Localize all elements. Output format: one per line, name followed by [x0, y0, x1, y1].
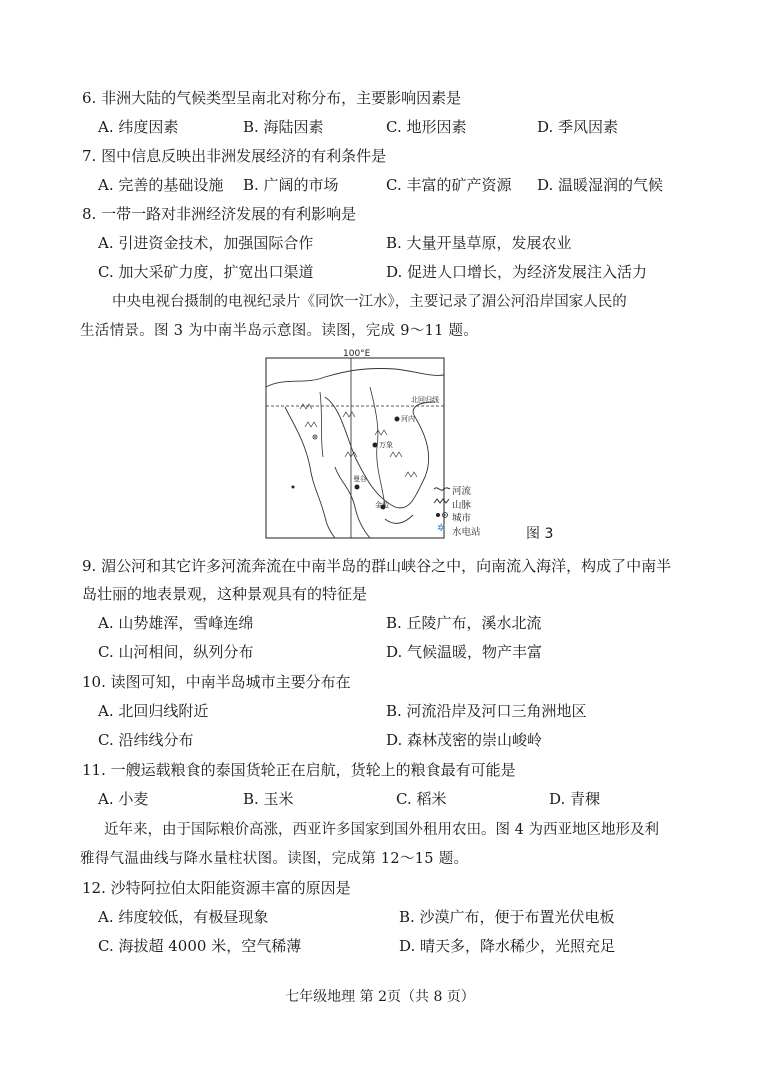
question-11-stem: 11. 一艘运载粮食的泰国货轮正在启航，货轮上的粮食最有可能是	[82, 761, 516, 779]
q6-option-c: C. 地形因素	[386, 118, 467, 136]
q10-option-d: D. 森林茂密的崇山峻岭	[386, 731, 543, 749]
q7-option-c: C. 丰富的矿产资源	[386, 176, 512, 194]
q9-option-a: A. 山势雄浑，雪峰连绵	[98, 614, 254, 632]
passage-2-line-2: 雅得气温曲线与降水量柱状图。读图，完成第 12～15 题。	[80, 851, 469, 867]
q12-option-d: D. 晴天多，降水稀少，光照充足	[399, 937, 616, 955]
mountain-icon	[434, 499, 449, 503]
question-10-stem: 10. 读图可知，中南半岛城市主要分布在	[82, 673, 351, 691]
q6-option-d: D. 季风因素	[537, 118, 619, 136]
q11-option-c: C. 稻米	[396, 790, 447, 808]
q11-option-d: D. 青稞	[549, 790, 601, 808]
q8-option-b: B. 大量开垦草原，发展农业	[386, 234, 572, 252]
city-dot-icon	[436, 513, 440, 517]
figure-label: 图 3	[526, 526, 554, 542]
q6-option-a: A. 纬度因素	[98, 118, 179, 136]
page-footer: 七年级地理 第 2页（共 8 页）	[285, 989, 475, 1005]
q8-option-a: A. 引进资金技术，加强国际合作	[98, 234, 314, 252]
indochina-map	[265, 347, 445, 539]
q7-option-b: B. 广阔的市场	[243, 176, 339, 194]
q10-option-b: B. 河流沿岸及河口三角洲地区	[386, 702, 587, 720]
question-9-stem: 9. 湄公河和其它许多河流奔流在中南半岛的群山峡谷之中，向南流入海洋，构成了中南半	[82, 557, 672, 575]
q7-option-d: D. 温暖湿润的气候	[537, 176, 664, 194]
q12-option-a: A. 纬度较低，有极昼现象	[98, 908, 269, 926]
q9-option-d: D. 气候温暖，物产丰富	[386, 643, 543, 661]
q9-option-b: B. 丘陵广布，溪水北流	[386, 614, 542, 632]
question-12-stem: 12. 沙特阿拉伯太阳能资源丰富的原因是	[82, 879, 351, 897]
city-label-hanoi: 河内	[401, 415, 415, 423]
passage-1-line-2: 生活情景。图 3 为中南半岛示意图。读图，完成 9～11 题。	[80, 323, 479, 339]
q10-option-a: A. 北回归线附近	[98, 702, 209, 720]
hydropower-icon: ✲	[437, 523, 446, 534]
river-icon	[434, 488, 450, 490]
q6-option-b: B. 海陆因素	[243, 118, 324, 136]
legend-hydropower: 水电站	[452, 527, 481, 538]
q11-option-b: B. 玉米	[243, 790, 294, 808]
q12-option-c: C. 海拔超 4000 米，空气稀薄	[98, 937, 302, 955]
q12-option-b: B. 沙漠广布，便于布置光伏电板	[399, 908, 615, 926]
q9-option-c: C. 山河相间，纵列分布	[98, 643, 254, 661]
city-label-bangkok: 曼谷	[353, 475, 367, 483]
question-9-stem-cont: 岛壮丽的地表景观，这种景观具有的特征是	[82, 585, 368, 603]
q8-option-d: D. 促进人口增长，为经济发展注入活力	[386, 263, 648, 281]
capital-icon	[444, 514, 446, 516]
question-7-stem: 7. 图中信息反映出非洲发展经济的有利条件是	[82, 147, 387, 165]
legend-mountain: 山脉	[452, 500, 472, 511]
legend-river: 河流	[452, 486, 472, 497]
passage-2-line-1: 近年来，由于国际粮价高涨，西亚许多国家到国外租用农田。图 4 为西亚地区地形及利	[104, 822, 659, 838]
q10-option-c: C. 沿纬线分布	[98, 731, 194, 749]
question-8-stem: 8. 一带一路对非洲经济发展的有利影响是	[82, 205, 357, 223]
question-6-stem: 6. 非洲大陆的气候类型呈南北对称分布，主要影响因素是	[82, 89, 462, 107]
q7-option-a: A. 完善的基础设施	[98, 176, 224, 194]
city-label-vientiane: 万象	[379, 441, 393, 449]
tropic-label: 北回归线	[411, 396, 439, 404]
map-legend-symbols	[432, 483, 452, 539]
q11-option-a: A. 小麦	[98, 790, 149, 808]
q8-option-c: C. 加大采矿力度，扩宽出口渠道	[98, 263, 314, 281]
passage-1-line-1: 中央电视台摄制的电视纪录片《同饮一江水》，主要记录了湄公河沿岸国家人民的	[112, 294, 627, 310]
longitude-label: 100°E	[343, 349, 371, 359]
legend-city: 城市	[452, 513, 472, 524]
city-label-phnom-penh: 金边	[375, 501, 389, 509]
